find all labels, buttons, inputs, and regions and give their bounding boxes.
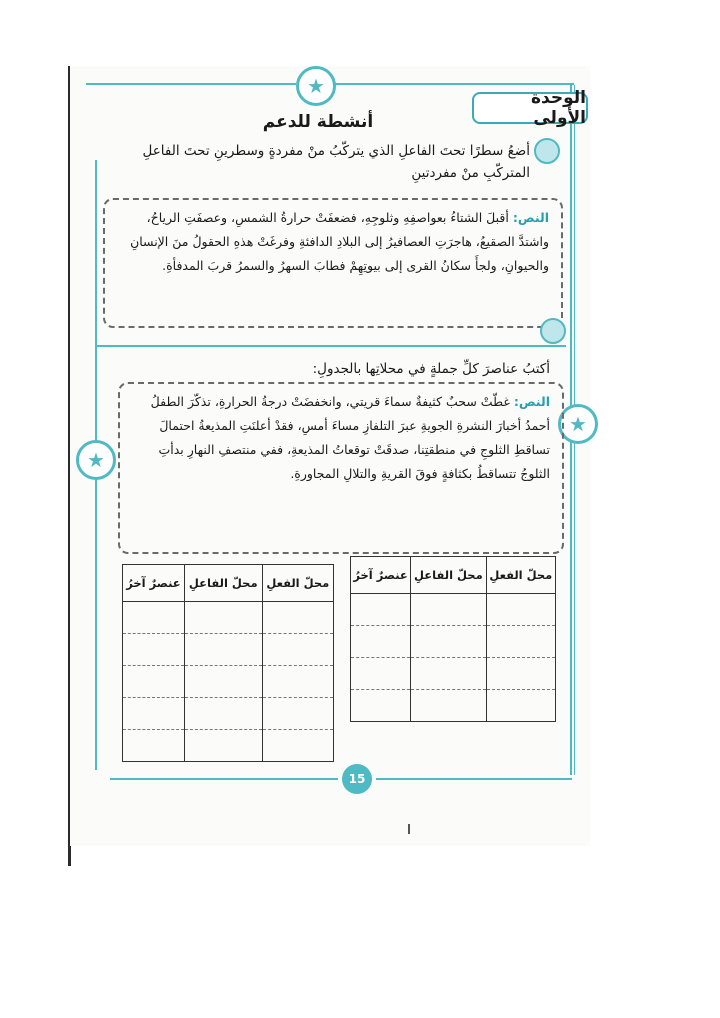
- star-icon: ★: [87, 448, 105, 472]
- table-row: [351, 690, 556, 722]
- top-ornament-line-right: [334, 83, 574, 85]
- section-divider: [96, 345, 566, 347]
- activity-2-instruction: أكتبُ عناصرَ كلِّ جملةٍ في محلاتِها بالجدولِ:: [312, 361, 550, 377]
- header-other: عنصرٌ آخرُ: [123, 565, 185, 602]
- answer-cell[interactable]: [262, 634, 333, 666]
- activity-1-textbox: [103, 198, 563, 328]
- activity-2-textbox: [118, 382, 564, 554]
- activity-badge-1: [534, 138, 560, 164]
- header-verb: محلّ الفعلِ: [486, 557, 555, 594]
- answer-cell[interactable]: [486, 690, 555, 722]
- answer-cell[interactable]: [123, 698, 185, 730]
- bottom-ornament-line-right: [376, 778, 572, 780]
- page-number: 15: [342, 764, 372, 794]
- answer-cell[interactable]: [411, 658, 487, 690]
- answer-cell[interactable]: [184, 666, 262, 698]
- scan-mark: [408, 824, 410, 834]
- answer-cell[interactable]: [351, 626, 411, 658]
- activity-2-text: [132, 390, 550, 486]
- answer-cell[interactable]: [486, 626, 555, 658]
- table-row: [123, 602, 334, 634]
- table-row: [123, 698, 334, 730]
- activity-1-instruction: أضعُ سطرًا تحتَ الفاعلِ الذي يتركّبُ منْ مفردةٍ وسطرينِ تحتَ الفاعلِ المتركّبِ منْ مفردتينِ: [142, 143, 530, 181]
- answer-cell[interactable]: [262, 730, 333, 762]
- answer-table-left: [122, 564, 334, 762]
- answer-cell[interactable]: [351, 594, 411, 626]
- answer-cell[interactable]: [123, 666, 185, 698]
- activity-badge-2: [540, 318, 566, 344]
- header-verb: محلّ الفعلِ: [262, 565, 333, 602]
- table-row: [351, 626, 556, 658]
- answer-cell[interactable]: [486, 594, 555, 626]
- table-row: [123, 634, 334, 666]
- answer-cell[interactable]: [351, 658, 411, 690]
- answer-cell[interactable]: [184, 634, 262, 666]
- star-icon: ★: [569, 412, 587, 436]
- answer-cell[interactable]: [123, 730, 185, 762]
- table-row: [351, 594, 556, 626]
- answer-cell[interactable]: [184, 602, 262, 634]
- answer-cell[interactable]: [184, 698, 262, 730]
- unit-title: الوحدة الأولى: [472, 92, 588, 124]
- answer-cell[interactable]: [486, 658, 555, 690]
- star-icon: ★: [307, 74, 325, 98]
- answer-cell[interactable]: [123, 634, 185, 666]
- text-label: النص:: [513, 394, 550, 409]
- header-subject: محلّ الفاعلِ: [411, 557, 487, 594]
- activity-1-text: [117, 206, 549, 278]
- right-medallion: [558, 404, 598, 444]
- answer-cell[interactable]: [262, 666, 333, 698]
- left-medallion: [76, 440, 116, 480]
- answer-cell[interactable]: [411, 626, 487, 658]
- page-subtitle: أنشطة للدعم: [262, 112, 374, 132]
- text-label: النص:: [512, 210, 549, 225]
- table-row: [123, 666, 334, 698]
- header-other: عنصرٌ آخرُ: [351, 557, 411, 594]
- activity-2-paragraph: غطّتْ سحبٌ كثيفةٌ سماءَ قريتي، وانخفضَتْ درجةُ الحرارةِ، تذكّرَ الطفلُ أحمدُ أخبارَ النشرةِ الجويةِ عبرَ التلفازِ مساءَ أمسِ، فقدْ أعلنَتِ المذيعةُ احتمالَ تساقطِ الثلوجِ في منطقتِنا، صدقَتْ توقعاتُ المذيعةِ، ففي منتصفِ النهارِ بدأتِ الثلوجُ تتساقطُ بكثافةٍ فوقَ القريةِ والتلالِ المجاورةِ.: [150, 394, 550, 481]
- activity-1-paragraph: أقبلَ الشتاءُ بعواصفِهِ وثلوجِهِ، فضعفَتْ حرارةُ الشمسِ، وعصفَتِ الرياحُ، واشتدَّ الصقيعُ، هاجرَتِ العصافيرُ إلى البلادِ الدافئةِ وفرغَتْ هذهِ الحقولُ منَ الإنسانِ والحيوانِ، ولجأَ سكانُ القرى إلى بيوتِهِمْ فطابَ السهرُ والسمرُ قربَ المدفأةِ.: [130, 210, 549, 273]
- answer-cell[interactable]: [184, 730, 262, 762]
- table-row: [351, 658, 556, 690]
- answer-cell[interactable]: [411, 594, 487, 626]
- answer-table-right: [350, 556, 556, 722]
- top-ornament-line-left: [86, 83, 296, 85]
- answer-cell[interactable]: [262, 698, 333, 730]
- bottom-ornament-line-left: [110, 778, 338, 780]
- answer-cell[interactable]: [123, 602, 185, 634]
- top-medallion: [296, 66, 336, 106]
- answer-cell[interactable]: [351, 690, 411, 722]
- answer-cell[interactable]: [262, 602, 333, 634]
- answer-cell[interactable]: [411, 690, 487, 722]
- header-subject: محلّ الفاعلِ: [184, 565, 262, 602]
- table-row: [123, 730, 334, 762]
